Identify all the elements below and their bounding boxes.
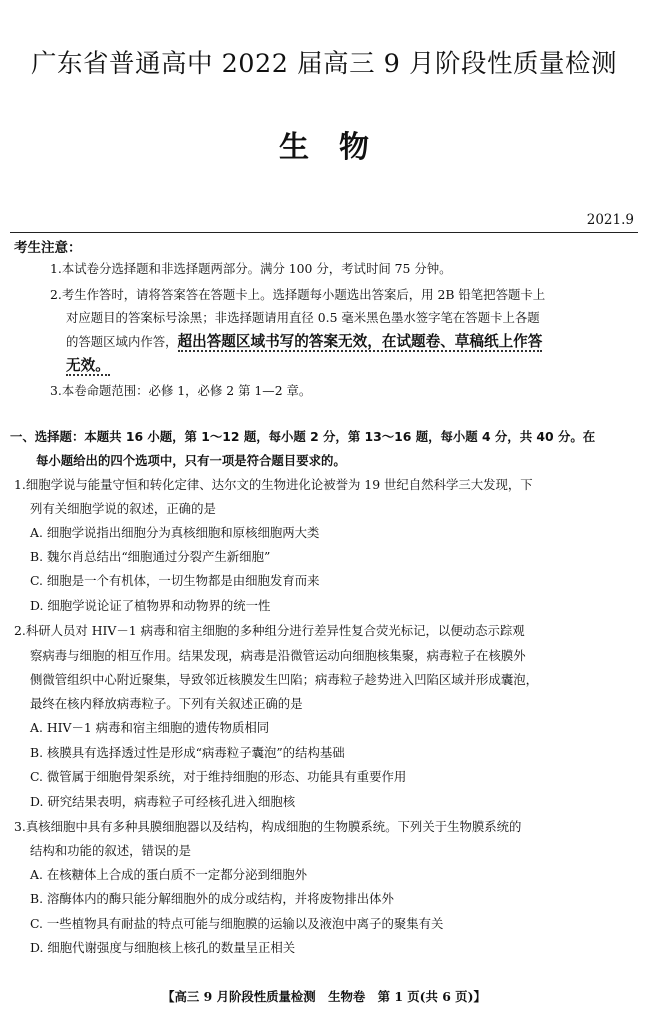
- question-1-stem-line-2: 列有关细胞学说的叙述，正确的是: [30, 501, 216, 516]
- notice-warning-text: 超出答题区域书写的答案无效，在试题卷、草稿纸上作答: [177, 333, 543, 350]
- notice-heading: 考生注意：: [14, 240, 82, 256]
- question-1-stem-line-1: 1.细胞学说与能量守恒和转化定律、达尔文的生物进化论被誉为 19 世纪自然科学三大发现，下: [14, 477, 533, 492]
- question-3-stem-line-1: 3.真核细胞中具有多种具膜细胞器以及结构，构成细胞的生物膜系统。下列关于生物膜系统的: [14, 819, 522, 834]
- notice-item-1: 1.本试卷分选择题和非选择题两部分。满分 100 分，考试时间 75 分钟。: [50, 261, 452, 276]
- section-instructions-line-2: 每小题给出的四个选项中，只有一项是符合题目要求的。: [36, 453, 346, 468]
- notice-warning-text-end: 无效。: [66, 357, 110, 374]
- notice-item-2-line-4: [66, 355, 110, 377]
- question-2-stem-line-3: 侧微管组织中心附近聚集，导致邻近核膜发生凹陷；病毒粒子趁势进入凹陷区域并形成囊泡，: [30, 672, 539, 687]
- question-2-stem-line-1: 2.科研人员对 HIV－1 病毒和宿主细胞的多种组分进行差异性复合荧光标记，以便动态示踪观: [14, 623, 525, 638]
- header-divider: [10, 232, 638, 233]
- question-2-option-d: D. 研究结果表明，病毒粒子可经核孔进入细胞核: [30, 794, 296, 809]
- section-instructions-line-1: 一、选择题：本题共 16 小题，第 1～12 题，每小题 2 分，第 13～16 题，每小题 4 分，共 40 分。在: [10, 429, 596, 444]
- question-2-stem-line-4: 最终在核内释放病毒粒子。下列有关叙述正确的是: [30, 696, 303, 711]
- question-2-option-b: B. 核膜具有选择透过性是形成“病毒粒子囊泡”的结构基础: [30, 745, 345, 760]
- notice-item-2-line-3: [66, 331, 542, 353]
- question-3-option-c: C. 一些植物具有耐盐的特点可能与细胞膜的运输以及液泡中离子的聚集有关: [30, 916, 444, 931]
- question-1-option-a: A. 细胞学说指出细胞分为真核细胞和原核细胞两大类: [30, 525, 320, 540]
- page-footer: 【高三 9 月阶段性质量检测 生物卷 第 1 页(共 6 页)】: [162, 989, 486, 1004]
- question-3-option-b: B. 溶酶体内的酶只能分解细胞外的成分或结构，并将废物排出体外: [30, 891, 394, 906]
- notice-item-3: 3.本卷命题范围：必修 1，必修 2 第 1—2 章。: [50, 383, 312, 398]
- exam-title: 广东省普通高中 2022 届高三 9 月阶段性质量检测: [30, 49, 618, 79]
- exam-date: 2021.9: [586, 212, 634, 228]
- question-1-option-b: B. 魏尔肖总结出“细胞通过分裂产生新细胞”: [30, 549, 271, 564]
- question-1-option-c: C. 细胞是一个有机体，一切生物都是由细胞发育而来: [30, 573, 320, 588]
- notice-item-2-line-2: 对应题目的答案标号涂黑；非选择题请用直径 0.5 毫米黑色墨水签字笔在答题卡上各题: [66, 310, 540, 325]
- notice-item-2-line-1: 2.考生作答时，请将答案答在答题卡上。选择题每小题选出答案后，用 2B 铅笔把答题卡上: [50, 287, 546, 302]
- subject-title: 生物: [279, 130, 399, 165]
- question-2-option-a: A. HIV－1 病毒和宿主细胞的遗传物质相同: [30, 720, 270, 735]
- question-1-option-d: D. 细胞学说论证了植物界和动物界的统一性: [30, 598, 271, 613]
- notice-plain-text: 的答题区域内作答，: [66, 334, 178, 349]
- question-3-option-d: D. 细胞代谢强度与细胞核上核孔的数量呈正相关: [30, 940, 296, 955]
- question-3-stem-line-2: 结构和功能的叙述，错误的是: [30, 843, 192, 858]
- question-2-stem-line-2: 察病毒与细胞的相互作用。结果发现，病毒是沿微管运动向细胞核集聚，病毒粒子在核膜外: [30, 648, 526, 663]
- question-3-option-a: A. 在核糖体上合成的蛋白质不一定都分泌到细胞外: [30, 867, 308, 882]
- question-2-option-c: C. 微管属于细胞骨架系统，对于维持细胞的形态、功能具有重要作用: [30, 769, 407, 784]
